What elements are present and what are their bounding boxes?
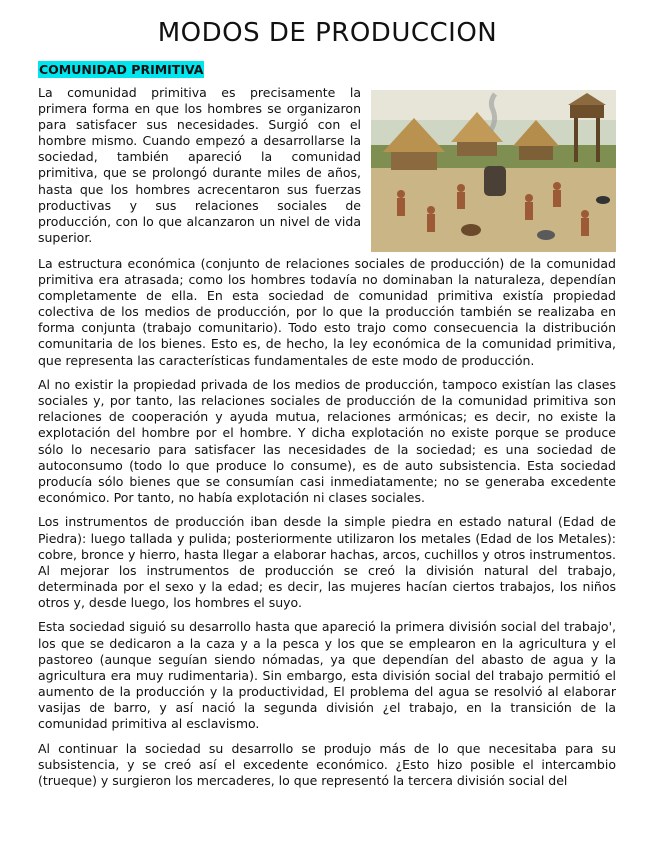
primitive-community-illustration (371, 90, 616, 252)
page-title: MODOS DE PRODUCCION (157, 18, 498, 48)
paragraph: La estructura económica (conjunto de relaciones sociales de producción) de la comunidad primitiva era atrasada; como los hombres todavía no dominaban la naturaleza, dependían completamente de ella. En esta sociedad de comunidad primitiva existía propiedad colectiva de los medios de producción, por lo que la producción también se realizaba en forma conjunta (trabajo comunitario). Todo esto trajo como consecuencia la distribución comunitaria de los bienes. Esto es, de hecho, la ley económica de la comunidad primitiva, que representa las características fundamentales de este modo de producción. (38, 256, 616, 368)
section-heading: COMUNIDAD PRIMITIVA (39, 62, 204, 77)
body-text (38, 256, 616, 797)
paragraph: Los instrumentos de producción iban desde la simple piedra en estado natural (Edad de Piedra): luego tallada y pulida; posteriormente utilizaron los metales (Edad de los Metales): cobre, bronce y hierro, hasta llegar a elaborar hachas, arcos, cuchillos y otros instrumentos. Al mejorar los instrumentos de producción se creó la división natural del trabajo, determinada por el sexo y la edad; es decir, las mujeres hacían ciertos trabajos, los niños otros y, desde luego, los hombres el suyo. (38, 514, 616, 610)
intro-paragraph: La comunidad primitiva es precisamente la primera forma en que los hombres se organizaron para satisfacer sus necesidades. Surgió con el hombre mismo. Cuando empezó a desarrollarse la sociedad, también apareció la comunidad primitiva, que se prolongó durante miles de años, hasta que los hombres acrecentaron sus fuerzas productivas y sus relaciones sociales de producción, con lo que alcanzaron un nivel de vida superior. (38, 85, 361, 245)
paragraph: Al continuar la sociedad su desarrollo se produjo más de lo que necesitaba para su subsistencia, y se creó así el excedente económico. ¿Esto hizo posible el intercambio (trueque) y surgieron los mercaderes, lo que representó la tercera división social del (38, 740, 616, 788)
paragraph: Esta sociedad siguió su desarrollo hasta que apareció la primera división social del trabajo', los que se dedicaron a la caza y a la pesca y los que se emplearon en la agricultura y el pastoreo (aunque seguían siendo nómadas, ya que dependían del abasto de agua y la agricultura era muy rudimentaria). Sin embargo, esta división social del trabajo permitió el aumento de la producción y la productividad, El problema del agua se resolvió al elaborar vasijas de barro, y así nació la segunda división ¿el trabajo, en la transición de la comunidad primitiva al esclavismo. (38, 619, 616, 732)
paragraph: Al no existir la propiedad privada de los medios de producción, tampoco existían las clases sociales y, por tanto, las relaciones sociales de producción de la comunidad primitiva son relaciones de cooperación y ayuda mutua, relaciones armónicas; es decir, no existe la explotación del hombre por el hombre. Y dicha explotación no existe porque se produce sólo lo necesario para satisfacer las necesidades de la sociedad; es una sociedad de autoconsumo (todo lo que produce lo consume), es de auto subsistencia. Esta sociedad producía sólo bienes que se consumían casi inmediatamente; no se generaba excedente económico. Por tanto, no había explotación ni clases sociales. (38, 377, 616, 505)
